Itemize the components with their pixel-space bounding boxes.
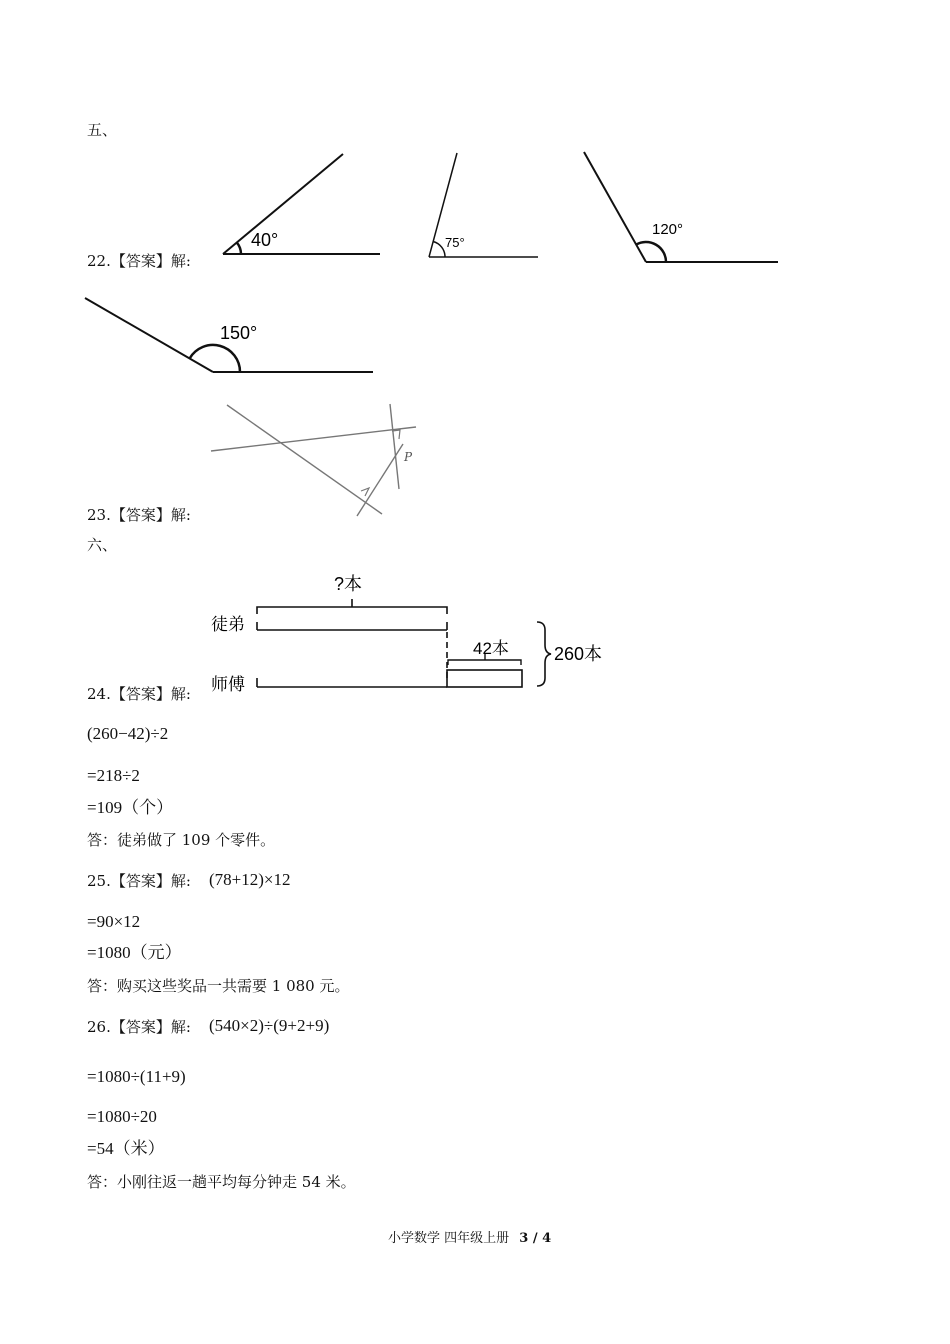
- q23-label: 23.【答案】解:: [87, 506, 191, 524]
- angle-120-label: 120°: [652, 221, 684, 238]
- q26-step-3: =54（米）: [87, 1139, 165, 1158]
- angle-150-figure: [85, 295, 385, 385]
- q26-label: 26.【答案】解:: [87, 1018, 191, 1036]
- perpendicular-lines-figure: [205, 400, 425, 525]
- page-number: 3 / 4: [519, 1231, 552, 1246]
- page-footer: [388, 1229, 551, 1249]
- row1-label: 徒弟: [211, 615, 245, 634]
- q25-step-2: =1080（元）: [87, 943, 182, 962]
- q24-answer: 答：徒弟做了 109 个零件。: [87, 831, 276, 849]
- q24-step-2: =218÷2: [87, 766, 140, 785]
- unknown-label: ?本: [334, 574, 363, 594]
- q24-label: 24.【答案】解:: [87, 685, 191, 703]
- q25-label: 25.【答案】解:: [87, 872, 191, 890]
- angle-75-label: 75°: [445, 235, 465, 250]
- q26-step-1: =1080÷(11+9): [87, 1067, 186, 1086]
- q24-step-3: =109（个）: [87, 798, 174, 817]
- q26-answer: 答：小刚往返一趟平均每分钟走 54 米。: [87, 1173, 356, 1191]
- q26-expression: (540×2)÷(9+2+9): [209, 1016, 330, 1035]
- point-p-label: P: [404, 450, 413, 464]
- section-heading: 五、: [87, 121, 118, 139]
- angle-40-figure: [215, 150, 415, 270]
- angle-120-figure: [580, 150, 790, 270]
- line-segment-diagram: [205, 570, 645, 700]
- diff-label: 42本: [473, 639, 509, 658]
- row2-label: 师傅: [211, 675, 245, 694]
- q25-step-1: =90×12: [87, 912, 141, 931]
- q26-step-2: =1080÷20: [87, 1107, 157, 1126]
- total-label: 260本: [554, 644, 603, 664]
- q25-expression: (78+12)×12: [209, 870, 291, 889]
- q25-answer: 答：购买这些奖品一共需要 1 080 元。: [87, 977, 350, 995]
- q22-label: 22.【答案】解:: [87, 252, 191, 270]
- section-heading: 六、: [87, 536, 118, 554]
- angle-40-label: 40°: [251, 230, 279, 250]
- footer-title: 小学数学 四年级上册: [388, 1231, 510, 1246]
- angle-150-label: 150°: [220, 323, 258, 343]
- angle-75-figure: [425, 150, 555, 270]
- q24-step-1: (260−42)÷2: [87, 724, 169, 743]
